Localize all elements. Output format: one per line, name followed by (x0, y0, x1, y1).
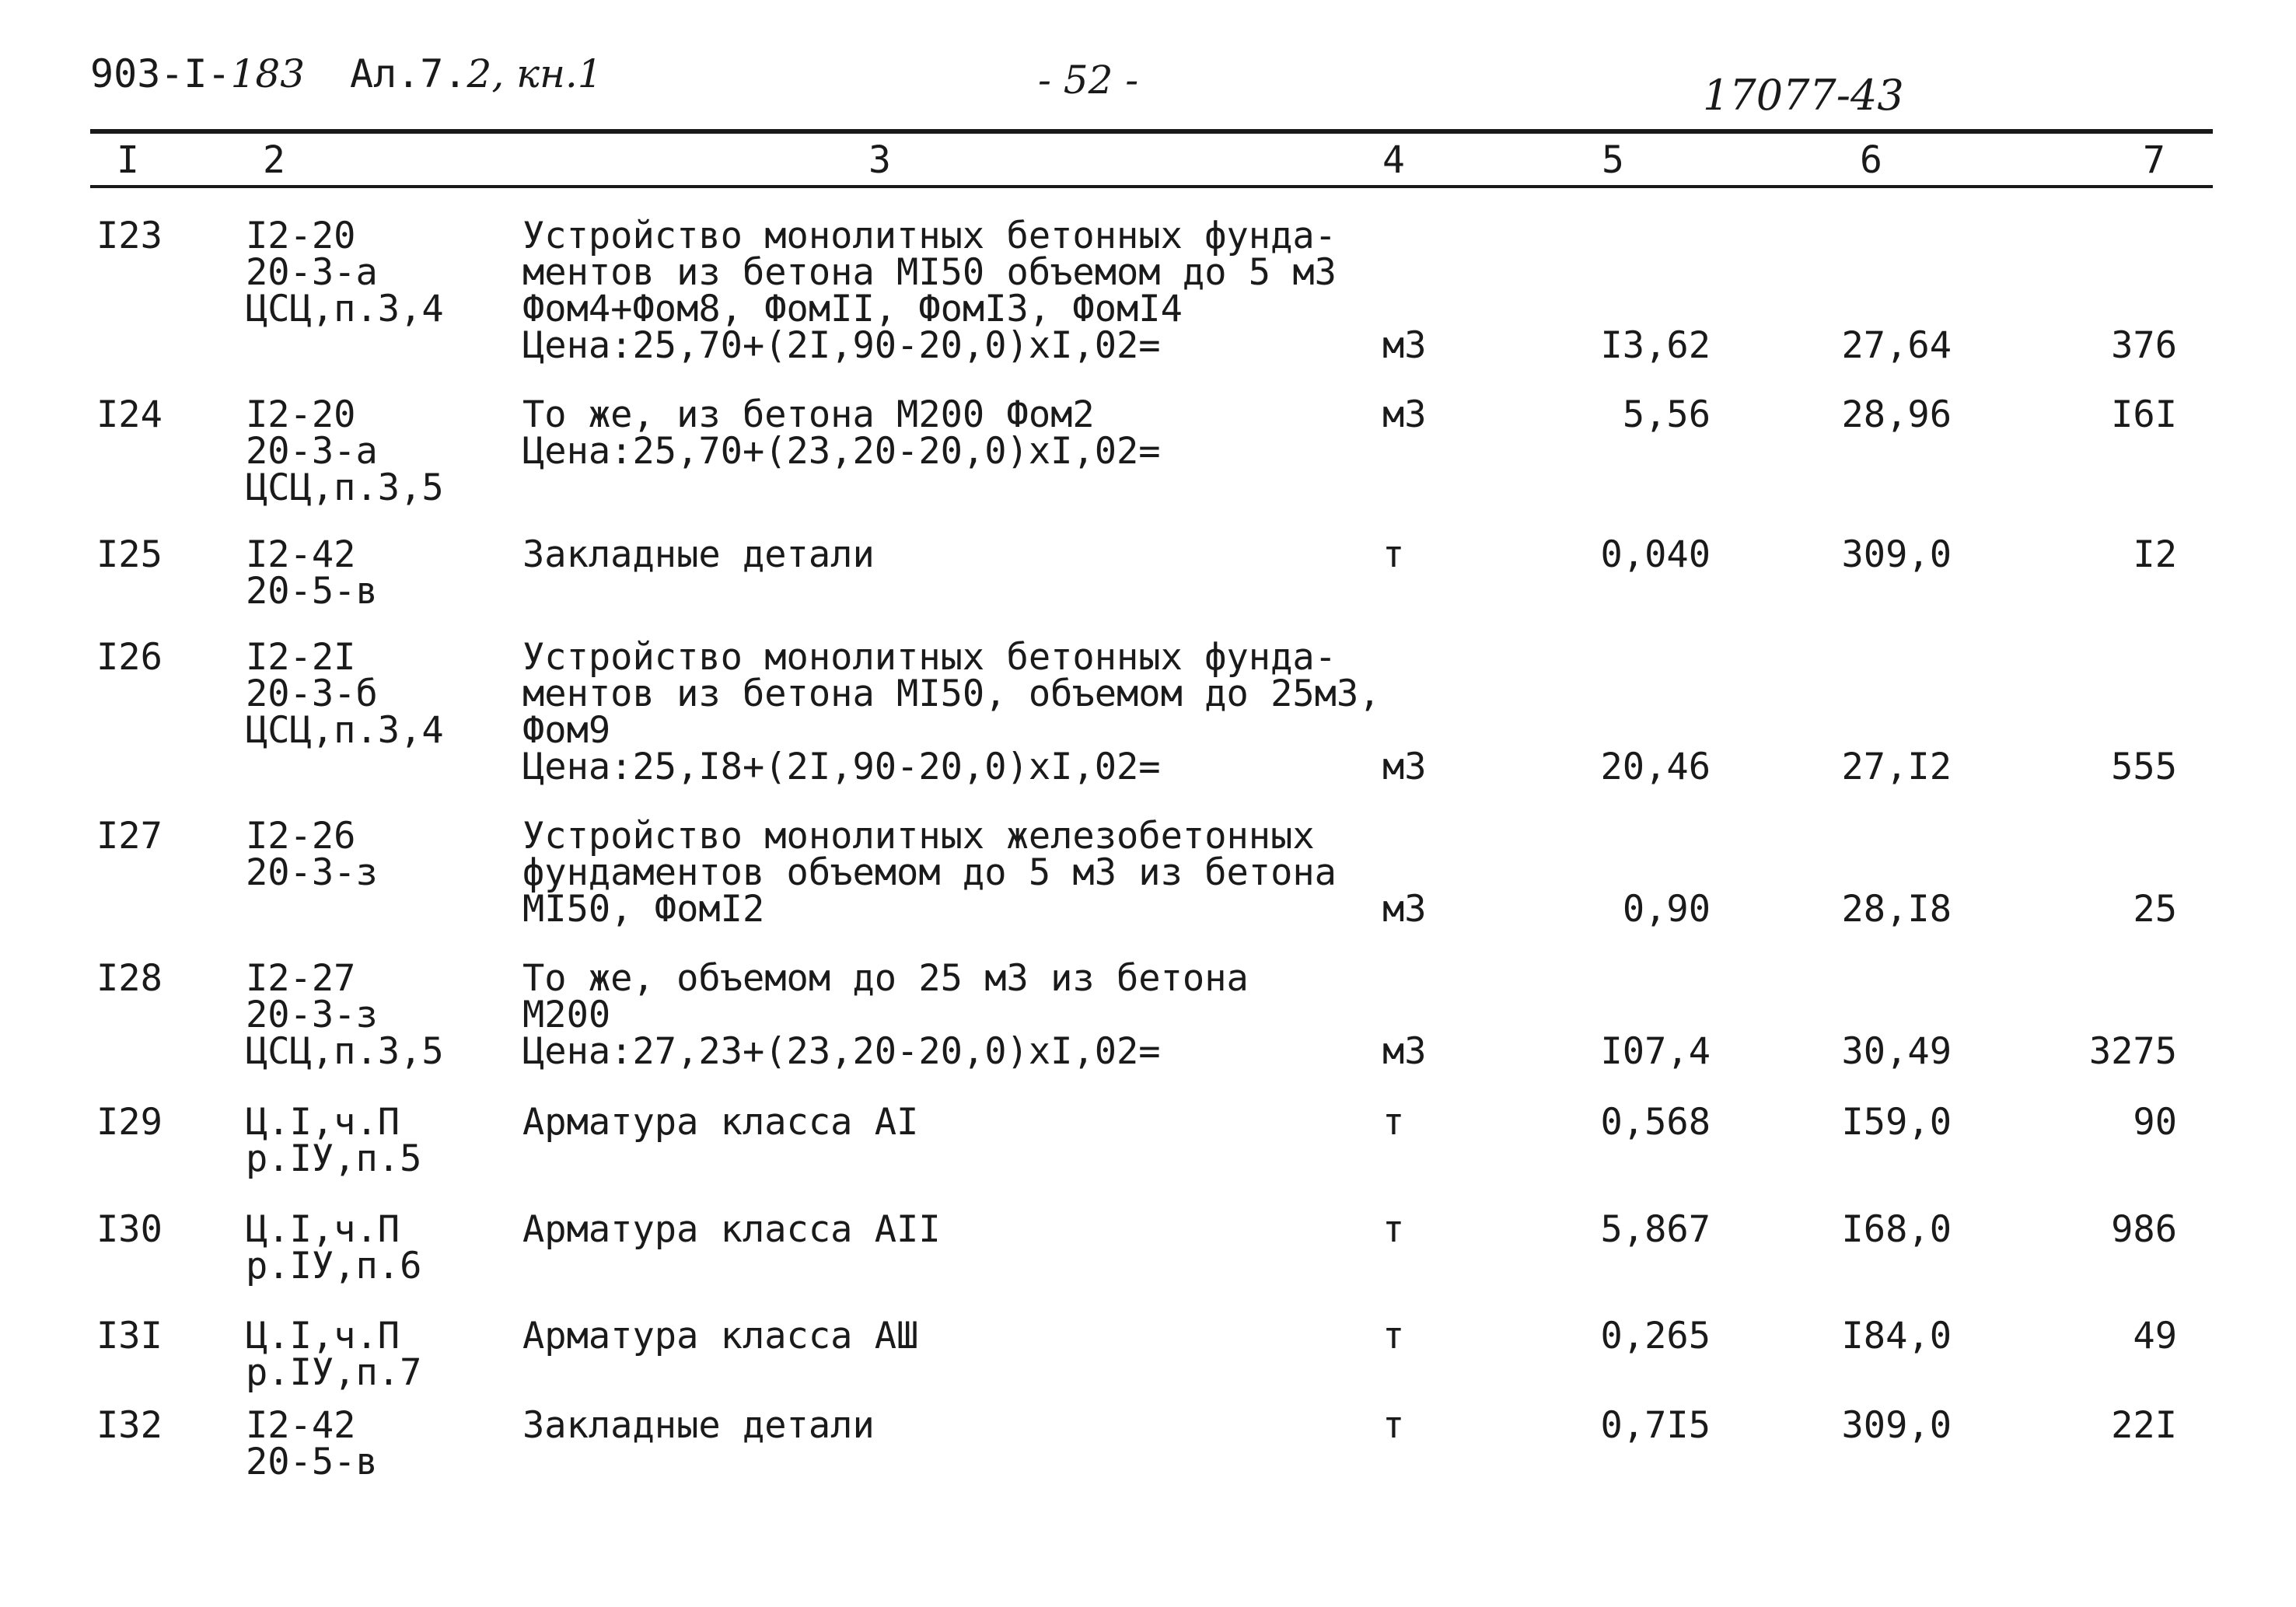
rate-reference-line: I2-20 (246, 393, 356, 436)
unit-price: 309,0 (1841, 1404, 1952, 1447)
work-description-line: Цена:27,23+(23,20-20,0)хI,02= (522, 1030, 1161, 1073)
unit-of-measure: т (1382, 1208, 1405, 1251)
unit-of-measure: м3 (1382, 1030, 1427, 1073)
row-number: I23 (96, 215, 163, 257)
work-description-line: Устройство монолитных бетонных фунда- (522, 215, 1337, 257)
unit-price: 27,64 (1841, 324, 1952, 367)
work-description-line: То же, объемом до 25 м3 из бетона (522, 957, 1249, 1000)
rate-reference (246, 636, 444, 752)
unit-price: I59,0 (1841, 1101, 1952, 1144)
page-number: - 52 - (1038, 58, 1139, 103)
work-description-line: Закладные детали (522, 533, 875, 576)
work-description-line: МI50, ФомI2 (522, 888, 765, 931)
column-header-5: 5 (1602, 138, 1624, 182)
unit-price: 28,I8 (1841, 888, 1952, 931)
rate-reference (246, 533, 378, 613)
quantity: I07,4 (1600, 1030, 1711, 1073)
rate-reference-line: 20-5-в (246, 570, 378, 613)
rate-reference-line: 20-3-з (246, 994, 378, 1036)
rate-reference-line: 20-3-а (246, 430, 378, 473)
work-description-line: М200 (522, 994, 611, 1036)
total-cost: I6I (2111, 393, 2177, 436)
work-description-line: ментов из бетона МI50, объемом до 25м3, (522, 672, 1381, 715)
column-header-1: I (117, 138, 139, 182)
column-header-4: 4 (1382, 138, 1405, 182)
rate-reference-line: ЦСЦ,п.3,5 (246, 1030, 444, 1073)
work-description-line: То же, из бетона М200 Фом2 (522, 393, 1095, 436)
rate-reference-line: 20-3-а (246, 251, 378, 294)
unit-of-measure: м3 (1382, 746, 1427, 788)
work-description (522, 393, 1161, 473)
work-description-line: Цена:25,70+(2I,90-20,0)хI,02= (522, 324, 1161, 367)
unit-of-measure: т (1382, 533, 1405, 576)
rate-reference-line: ЦСЦ,п.3,4 (246, 288, 444, 330)
work-description-line: Арматура класса АШ (522, 1315, 919, 1357)
work-description-line: Закладные детали (522, 1404, 875, 1447)
row-number: I26 (96, 636, 163, 679)
unit-of-measure: м3 (1382, 888, 1427, 931)
unit-price: 27,I2 (1841, 746, 1952, 788)
rate-reference (246, 957, 444, 1073)
rate-reference-line: 20-3-б (246, 672, 378, 715)
total-cost: 555 (2111, 746, 2177, 788)
work-description-line: ментов из бетона МI50 объемом до 5 м3 (522, 251, 1337, 294)
rate-reference-line: р.IУ,п.5 (246, 1137, 422, 1180)
rate-reference-line: Ц.I,ч.П (246, 1101, 400, 1144)
work-description-line: фундаментов объемом до 5 м3 из бетона (522, 851, 1337, 894)
rate-reference (246, 1208, 422, 1287)
total-cost: 49 (2133, 1315, 2177, 1357)
album-reference-handwritten: 2, кн.1 (467, 51, 603, 96)
row-number: I27 (96, 815, 163, 858)
rate-reference (246, 1101, 422, 1180)
work-description (522, 1208, 941, 1251)
rate-reference (246, 1315, 422, 1394)
unit-price: I84,0 (1841, 1315, 1952, 1357)
quantity: 0,040 (1600, 533, 1711, 576)
quantity: 5,867 (1600, 1208, 1711, 1251)
document-code-handwritten: 183 (230, 51, 306, 96)
total-cost: 22I (2111, 1404, 2177, 1447)
row-number: I28 (96, 957, 163, 1000)
rate-reference-line: ЦСЦ,п.3,5 (246, 466, 444, 509)
unit-price: 28,96 (1841, 393, 1952, 436)
quantity: 20,46 (1600, 746, 1711, 788)
row-number: I24 (96, 393, 163, 436)
rate-reference-line: Ц.I,ч.П (246, 1208, 400, 1251)
work-description (522, 215, 1337, 367)
quantity: 0,90 (1622, 888, 1711, 931)
unit-of-measure: т (1382, 1404, 1405, 1447)
rate-reference-line: I2-42 (246, 1404, 356, 1447)
rate-reference-line: I2-42 (246, 533, 356, 576)
work-description (522, 1101, 919, 1144)
quantity: 0,265 (1600, 1315, 1711, 1357)
rate-reference (246, 215, 444, 330)
work-description (522, 1315, 919, 1357)
album-reference-print: Ал.7. (350, 51, 467, 96)
unit-of-measure: м3 (1382, 324, 1427, 367)
rate-reference-line: ЦСЦ,п.3,4 (246, 709, 444, 752)
row-number: I30 (96, 1208, 163, 1251)
rate-reference-line: Ц.I,ч.П (246, 1315, 400, 1357)
work-description (522, 636, 1381, 788)
total-cost: 3275 (2088, 1030, 2177, 1073)
work-description (522, 533, 875, 576)
work-description-line: Фом4+Фом8, ФомII, ФомI3, ФомI4 (522, 288, 1183, 330)
column-header-7: 7 (2143, 138, 2165, 182)
table-header-rule (90, 185, 2213, 188)
rate-reference (246, 393, 444, 509)
work-description (522, 1404, 875, 1447)
document-number: 17077-43 (1703, 71, 1904, 120)
column-header-6: 6 (1860, 138, 1882, 182)
rate-reference (246, 815, 378, 894)
rate-reference (246, 1404, 378, 1483)
document-code-print: 903-I- (90, 51, 231, 96)
work-description-line: Арматура класса АII (522, 1208, 941, 1251)
unit-of-measure: т (1382, 1101, 1405, 1144)
total-cost: 90 (2133, 1101, 2177, 1144)
total-cost: 25 (2133, 888, 2177, 931)
work-description-line: Цена:25,70+(23,20-20,0)хI,02= (522, 430, 1161, 473)
total-cost: 376 (2111, 324, 2177, 367)
quantity: 5,56 (1622, 393, 1711, 436)
work-description-line: Устройство монолитных бетонных фунда- (522, 636, 1337, 679)
total-cost: 986 (2111, 1208, 2177, 1251)
work-description (522, 957, 1249, 1073)
unit-of-measure: м3 (1382, 393, 1427, 436)
row-number: I29 (96, 1101, 163, 1144)
unit-price: 309,0 (1841, 533, 1952, 576)
rate-reference-line: I2-2I (246, 636, 356, 679)
quantity: 0,7I5 (1600, 1404, 1711, 1447)
quantity: I3,62 (1600, 324, 1711, 367)
rate-reference-line: I2-27 (246, 957, 356, 1000)
column-header-2: 2 (263, 138, 285, 182)
work-description-line: Фом9 (522, 709, 611, 752)
rate-reference-line: I2-20 (246, 215, 356, 257)
work-description-line: Устройство монолитных железобетонных (522, 815, 1315, 858)
work-description-line: Цена:25,I8+(2I,90-20,0)хI,02= (522, 746, 1161, 788)
rate-reference-line: I2-26 (246, 815, 356, 858)
rate-reference-line: р.IУ,п.6 (246, 1245, 422, 1287)
total-cost: I2 (2133, 533, 2177, 576)
rate-reference-line: р.IУ,п.7 (246, 1351, 422, 1394)
work-description (522, 815, 1337, 931)
work-description-line: Арматура класса АI (522, 1101, 919, 1144)
unit-price: 30,49 (1841, 1030, 1952, 1073)
document-code (90, 51, 306, 96)
row-number: I32 (96, 1404, 163, 1447)
table-top-rule (90, 129, 2213, 134)
unit-price: I68,0 (1841, 1208, 1952, 1251)
album-reference (350, 51, 603, 96)
rate-reference-line: 20-3-з (246, 851, 378, 894)
row-number: I3I (96, 1315, 163, 1357)
unit-of-measure: т (1382, 1315, 1405, 1357)
rate-reference-line: 20-5-в (246, 1441, 378, 1483)
column-header-3: 3 (868, 138, 891, 182)
quantity: 0,568 (1600, 1101, 1711, 1144)
row-number: I25 (96, 533, 163, 576)
